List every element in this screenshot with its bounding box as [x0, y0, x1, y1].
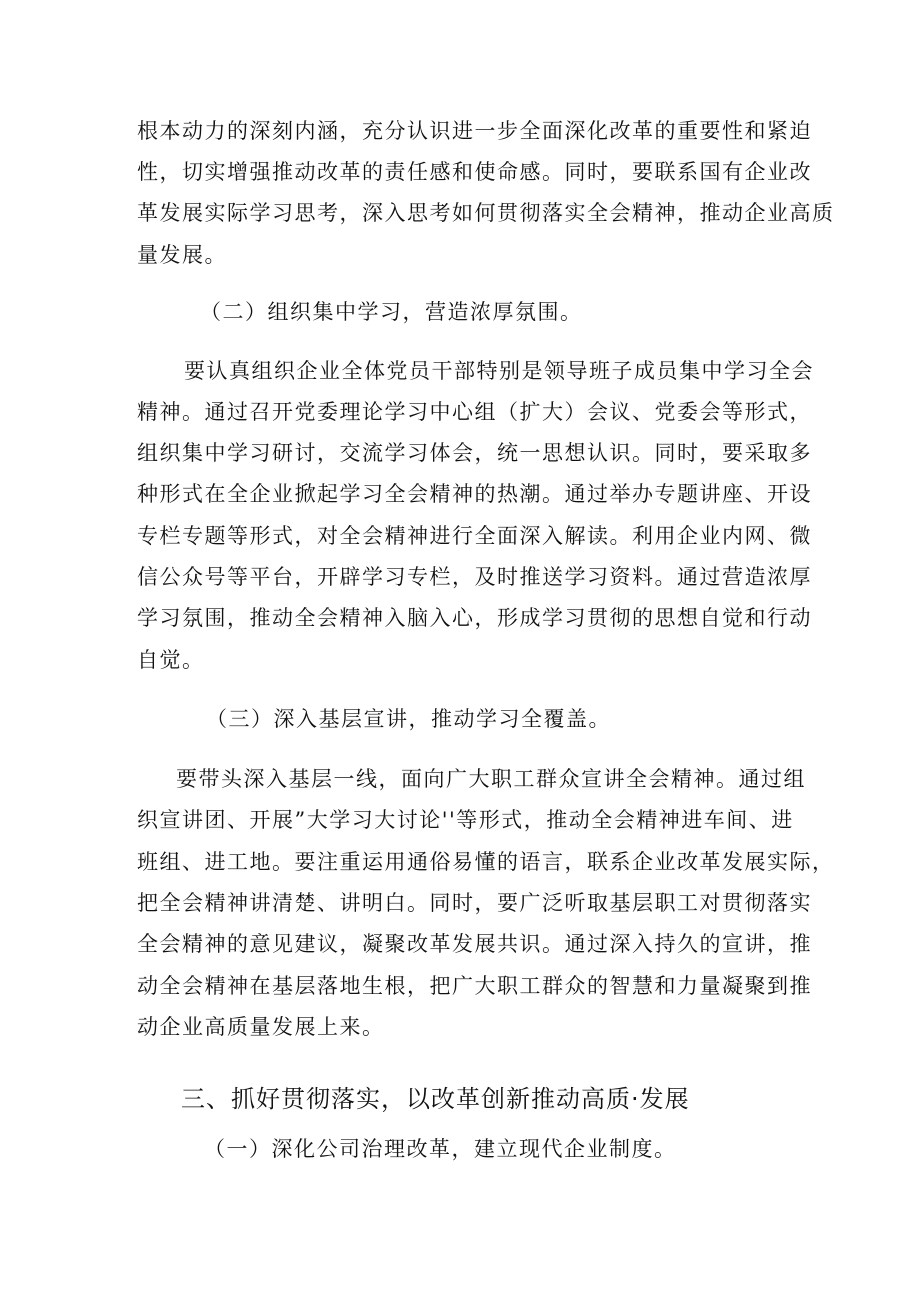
paragraph-line: 动企业高质量发展上来。 [137, 1015, 385, 1039]
subheading: （二）组织集中学习，营造浓厚氛围。 [200, 300, 583, 324]
paragraph-line: 把全会精神讲清楚、讲明白。同时，要广泛听取基层职工对贯彻落实 [137, 891, 812, 915]
paragraph-line: 动全会精神在基层落地生根，把广大职工群众的智慧和力量凝聚到推 [137, 974, 812, 998]
paragraph-line: 要认真组织企业全体党员干部特别是领导班子成员集中学习全会 [184, 359, 814, 383]
paragraph-line: 根本动力的深刻内涵，充分认识进一步全面深化改革的重要性和紧迫 [137, 119, 812, 143]
paragraph-line: 信公众号等平台，开辟学习专栏，及时推送学习资料。通过营造浓厚 [137, 565, 812, 589]
paragraph-line: 班组、进工地。要注重运用通俗易懂的语言，联系企业改革发展实际， [137, 850, 835, 874]
subheading: （三）深入基层宣讲，推动学习全覆盖。 [206, 707, 611, 731]
paragraph-line: 性，切实增强推动改革的责任感和使命感。同时，要联系国有企业改 [137, 160, 812, 184]
section-heading: 三、抓好贯彻落实，以改革创新推动高质·发展 [181, 1085, 690, 1113]
paragraph-line: 自觉。 [137, 648, 205, 672]
paragraph-line: 量发展。 [137, 243, 227, 267]
paragraph-line: 精神。通过召开党委理论学习中心组（扩大）会议、党委会等形式， [137, 400, 812, 424]
paragraph-line: 织宣讲团、开展”大学习大讨论''等形式，推动全会精神进车间、进 [137, 808, 794, 832]
paragraph-line: 组织集中学习研讨，交流学习体会，统一思想认识。同时，要采取多 [137, 441, 812, 465]
paragraph-line: 要带头深入基层一线，面向广大职工群众宣讲全会精神。通过组 [176, 767, 806, 791]
paragraph-line: 种形式在全企业掀起学习全会精神的热潮。通过举办专题讲座、开设 [137, 482, 812, 506]
subheading: （一）深化公司治理改革，建立现代企业制度。 [204, 1137, 677, 1161]
paragraph-line: 革发展实际学习思考，深入思考如何贯彻落实全会精神，推动企业高质 [137, 201, 835, 225]
paragraph-line: 专栏专题等形式，对全会精神进行全面深入解读。利用企业内网、微 [137, 524, 812, 548]
paragraph-line: 全会精神的意见建议，凝聚改革发展共识。通过深入持久的宣讲，推 [137, 932, 812, 956]
paragraph-line: 学习氛围，推动全会精神入脑入心，形成学习贯彻的思想自觉和行动 [137, 606, 812, 630]
